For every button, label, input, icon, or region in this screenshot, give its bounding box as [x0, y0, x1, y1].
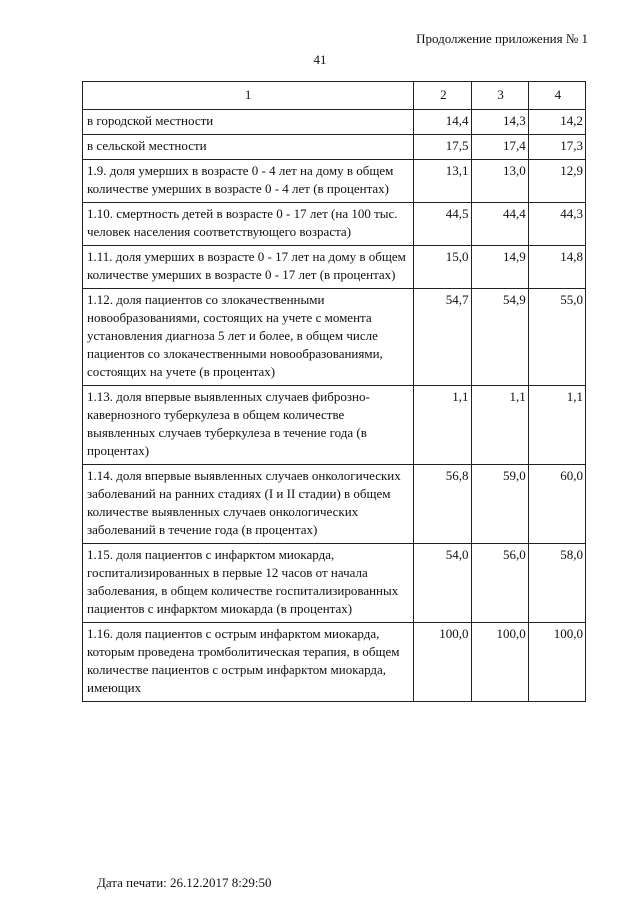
row-value-col4: 14,8	[528, 246, 585, 289]
table-row	[83, 203, 586, 246]
row-value-col4: 100,0	[528, 623, 585, 702]
column-header-2: 2	[414, 82, 471, 110]
row-value-col4: 14,2	[528, 110, 585, 135]
row-label: 1.12. доля пациентов со злокачественными новообразованиями, состоящих на учете с момента установления диагноза 5 лет и более, в общем числе пациентов со злокачественными новообразованиями, состоящих на учете (в процентах)	[83, 289, 414, 386]
row-label: 1.11. доля умерших в возрасте 0 - 17 лет на дому в общем количестве умерших в возрасте 0 - 17 лет (в процентах)	[83, 246, 414, 289]
table-row	[83, 623, 586, 702]
row-value-col2: 17,5	[414, 135, 471, 160]
row-value-col4: 55,0	[528, 289, 585, 386]
row-value-col2: 44,5	[414, 203, 471, 246]
table-row	[83, 135, 586, 160]
row-value-col3: 17,4	[471, 135, 528, 160]
row-value-col2: 1,1	[414, 386, 471, 465]
table-row	[83, 110, 586, 135]
row-label: 1.13. доля впервые выявленных случаев фиброзно-кавернозного туберкулеза в общем количестве выявленных случаев туберкулеза в течение года (в процентах)	[83, 386, 414, 465]
row-value-col4: 12,9	[528, 160, 585, 203]
row-value-col2: 54,0	[414, 544, 471, 623]
row-value-col4: 1,1	[528, 386, 585, 465]
row-value-col3: 56,0	[471, 544, 528, 623]
row-value-col4: 58,0	[528, 544, 585, 623]
row-value-col2: 14,4	[414, 110, 471, 135]
row-value-col3: 59,0	[471, 465, 528, 544]
row-value-col2: 56,8	[414, 465, 471, 544]
table-row	[83, 544, 586, 623]
row-value-col3: 13,0	[471, 160, 528, 203]
row-value-col4: 17,3	[528, 135, 585, 160]
indicators-table	[82, 81, 586, 702]
column-header-3: 3	[471, 82, 528, 110]
row-label: 1.9. доля умерших в возрасте 0 - 4 лет на дому в общем количестве умерших в возрасте 0 - 4 лет (в процентах)	[83, 160, 414, 203]
row-value-col4: 44,3	[528, 203, 585, 246]
row-value-col3: 54,9	[471, 289, 528, 386]
row-value-col3: 44,4	[471, 203, 528, 246]
row-label: 1.14. доля впервые выявленных случаев онкологических заболеваний на ранних стадиях (I и II стадии) в общем количестве выявленных случаев онкологических заболеваний в течение года (в процентах)	[83, 465, 414, 544]
row-value-col2: 54,7	[414, 289, 471, 386]
row-label: в сельской местности	[83, 135, 414, 160]
row-value-col3: 1,1	[471, 386, 528, 465]
table-row	[83, 160, 586, 203]
column-header-1: 1	[83, 82, 414, 110]
row-label: 1.16. доля пациентов с острым инфарктом миокарда, которым проведена тромболитическая терапия, в общем количестве пациентов с острым инфарктом миокарда, имеющих	[83, 623, 414, 702]
row-label: 1.10. смертность детей в возрасте 0 - 17 лет (на 100 тыс. человек населения соответствующего возраста)	[83, 203, 414, 246]
row-value-col3: 14,3	[471, 110, 528, 135]
print-date: Дата печати: 26.12.2017 8:29:50	[97, 875, 272, 890]
table-row	[83, 246, 586, 289]
table-row	[83, 386, 586, 465]
column-header-4: 4	[528, 82, 585, 110]
table-row	[83, 465, 586, 544]
appendix-continuation-note: Продолжение приложения № 1	[416, 31, 588, 46]
row-value-col3: 100,0	[471, 623, 528, 702]
table-row	[83, 289, 586, 386]
table-header-row	[83, 82, 586, 110]
row-value-col2: 100,0	[414, 623, 471, 702]
page-number: 41	[313, 52, 327, 67]
row-value-col3: 14,9	[471, 246, 528, 289]
row-value-col4: 60,0	[528, 465, 585, 544]
row-label: 1.15. доля пациентов с инфарктом миокарда, госпитализированных в первые 12 часов от начала заболевания, в общем количестве госпитализированных пациентов с инфарктом миокарда (в процентах)	[83, 544, 414, 623]
row-value-col2: 15,0	[414, 246, 471, 289]
row-label: в городской местности	[83, 110, 414, 135]
row-value-col2: 13,1	[414, 160, 471, 203]
